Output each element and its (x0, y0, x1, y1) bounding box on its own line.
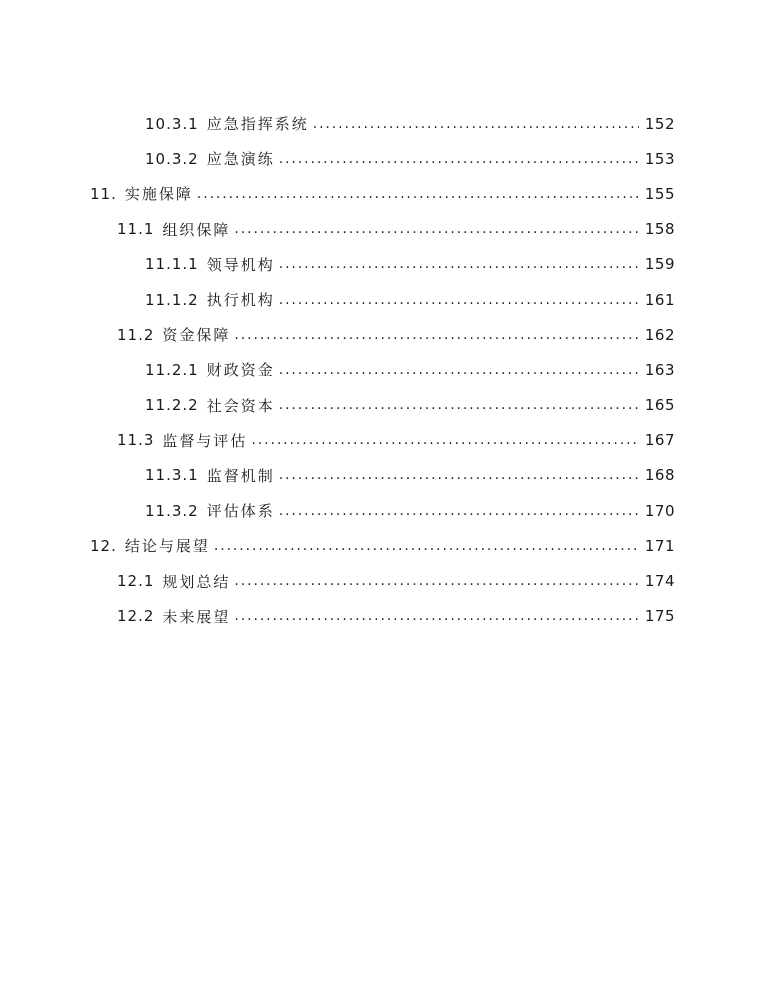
toc-entry-page: 162 (644, 325, 675, 344)
toc-entry-page: 161 (644, 290, 675, 309)
toc-entry-page: 159 (644, 255, 675, 274)
toc-entry-title: 结论与展望 (124, 537, 210, 556)
toc-entry-page: 163 (644, 360, 675, 379)
toc-entry[interactable] (0, 141, 765, 176)
toc-dot-leader (197, 186, 639, 202)
toc-entry-number: 11.1.2 (145, 290, 199, 309)
toc-entry-page: 168 (644, 466, 675, 485)
toc-entry-title: 社会资本 (206, 396, 275, 415)
toc-entry[interactable] (0, 528, 765, 563)
toc-entry[interactable] (0, 212, 765, 247)
toc-entry-title: 评估体系 (206, 502, 275, 521)
toc-entry-title: 执行机构 (206, 291, 275, 310)
toc-entry-title: 应急演练 (206, 150, 275, 169)
toc-entry[interactable] (0, 247, 765, 282)
toc-entry-number: 10.3.2 (145, 149, 199, 168)
toc-entry-title: 财政资金 (206, 361, 275, 380)
toc-dot-leader (279, 467, 639, 483)
toc-entry-title: 监督机制 (206, 466, 275, 485)
toc-dot-leader (279, 292, 639, 308)
toc-entry-number: 11.3 (117, 431, 155, 450)
toc-dot-leader (234, 221, 638, 237)
toc-dot-leader (279, 151, 639, 167)
toc-entry-page: 174 (644, 572, 675, 591)
toc-dot-leader (251, 432, 638, 448)
toc-entry[interactable] (0, 458, 765, 493)
toc-entry-title: 监督与评估 (162, 431, 248, 450)
toc-entry-title: 组织保障 (162, 220, 231, 239)
toc-entry-title: 未来展望 (162, 607, 231, 626)
toc-entry-page: 170 (644, 501, 675, 520)
toc-entry-number: 10.3.1 (145, 114, 199, 133)
toc-dot-leader (279, 503, 639, 519)
toc-entry-page: 152 (644, 114, 675, 133)
table-of-contents (0, 106, 765, 634)
toc-entry-number: 11.2 (117, 325, 155, 344)
toc-entry[interactable] (0, 106, 765, 141)
toc-entry-page: 158 (644, 220, 675, 239)
toc-entry-page: 167 (644, 431, 675, 450)
toc-entry-number: 11.3.1 (145, 466, 199, 485)
toc-dot-leader (279, 256, 639, 272)
toc-entry[interactable] (0, 282, 765, 317)
toc-dot-leader (234, 608, 638, 624)
toc-entry[interactable] (0, 352, 765, 387)
toc-entry-title: 应急指挥系统 (206, 115, 309, 134)
toc-entry-number: 12.1 (117, 572, 155, 591)
toc-entry[interactable] (0, 493, 765, 528)
toc-entry-number: 11.1.1 (145, 255, 199, 274)
toc-entry-number: 11.2.1 (145, 360, 199, 379)
toc-entry-page: 175 (644, 607, 675, 626)
toc-dot-leader (279, 397, 639, 413)
toc-dot-leader (234, 327, 638, 343)
toc-dot-leader (234, 573, 638, 589)
toc-entry[interactable] (0, 563, 765, 598)
toc-entry-number: 11.3.2 (145, 501, 199, 520)
toc-entry-title: 规划总结 (162, 572, 231, 591)
toc-entry-number: 12.2 (117, 607, 155, 626)
toc-dot-leader (214, 538, 639, 554)
toc-entry[interactable] (0, 599, 765, 634)
toc-dot-leader (279, 362, 639, 378)
toc-entry[interactable] (0, 176, 765, 211)
toc-entry-number: 11.1 (117, 220, 155, 239)
toc-entry-title: 资金保障 (162, 326, 231, 345)
toc-entry[interactable] (0, 388, 765, 423)
toc-entry-title: 领导机构 (206, 255, 275, 274)
toc-entry-page: 165 (644, 396, 675, 415)
toc-entry[interactable] (0, 423, 765, 458)
toc-entry-title: 实施保障 (124, 185, 193, 204)
toc-entry-number: 11.2.2 (145, 396, 199, 415)
toc-entry-page: 153 (644, 149, 675, 168)
toc-entry-page: 171 (644, 536, 675, 555)
toc-entry-page: 155 (644, 184, 675, 203)
toc-entry-number: 11. (90, 184, 117, 203)
toc-dot-leader (313, 116, 639, 132)
toc-entry[interactable] (0, 317, 765, 352)
toc-entry-number: 12. (90, 536, 117, 555)
